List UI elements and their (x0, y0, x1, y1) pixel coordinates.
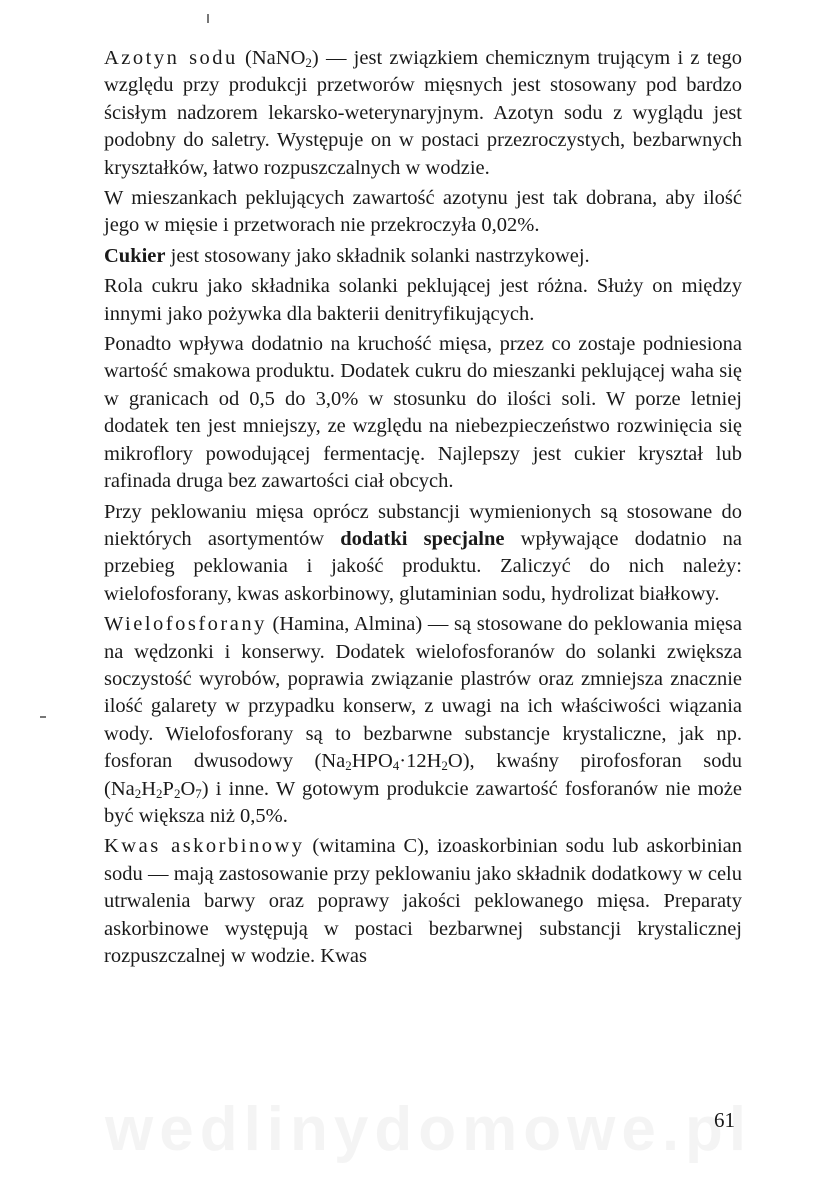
text-run: Przy peklowaniu mięsa oprócz substancji wymienionych są stosowane do niektórych asortymentów (104, 500, 742, 550)
paragraph (104, 243, 742, 270)
bold-term: dodatki specjalne (340, 527, 505, 550)
text-run: (NaNO (237, 47, 306, 69)
subscript: 2 (305, 55, 312, 70)
text-run: (witamina C), izoaskorbinian sodu lub askorbinian sodu — mają zastosowanie przy peklowaniu jako składnik dodatkowy w celu utrwalenia barwy oraz poprawy jakości peklowanego mięsa. Preparaty askorbinowe występują w postaci bezbarwnej substancji krystalicznej rozpuszczalnej w wodzie. Kwas (104, 835, 742, 967)
text-run: Rola cukru jako składnika solanki peklującej jest różna. Służy on między innymi jako pożywka dla bakterii denitryfikujących. (104, 275, 742, 325)
paragraph (104, 833, 742, 970)
spaced-term: Wielofosforany (104, 613, 267, 636)
bold-term: Cukier (104, 244, 166, 267)
text-run: (Hamina, Almina) — są stosowane do peklowania mięsa na wędzonki i konserwy. Dodatek wielofosforanów do solanki zwiększa soczystość wyrobów, poprawia związanie plastrów oraz zmniejsza znacznie ilość galarety w przypadku konserw, z uwagi na ich właściwości wiązania wody. Wielofosforany są to bezbarwne substancje krystaliczne, jak np. fosforan dwusodowy (Na (104, 613, 742, 773)
paragraph (104, 273, 742, 328)
spaced-term: Azotyn sodu (104, 47, 238, 69)
subscript: 2 (345, 758, 352, 774)
text-run: O (180, 777, 196, 800)
subscript: 7 (195, 785, 202, 801)
text-run: ) i inne. W gotowym produkcie zawartość fosforanów nie może być większa niż 0,5%. (104, 777, 742, 827)
text-run: P (162, 777, 174, 800)
text-run: HPO (351, 750, 393, 773)
subscript: 2 (156, 785, 163, 801)
text-run: O), kwaśny pirofosforan sodu (Na (104, 750, 742, 800)
text-run: H (141, 777, 157, 800)
text-run: ) — jest związkiem chemicznym trującym i z tego względu przy produkcji przetworów mięsnych jest stosowany pod bardzo ścisłym nadzorem lekarsko-weterynaryjnym. Azotyn sodu z wyglądu jest podobny do saletry. Występuje on w postaci przezroczystych, bezbarwnych kryształków, łatwo rozpuszczalnych w wodzie. (104, 47, 743, 179)
paragraph (104, 45, 742, 182)
subscript: 4 (392, 758, 400, 774)
scan-speck (207, 14, 209, 23)
page-number: 61 (714, 1108, 735, 1132)
text-run: Ponadto wpływa dodatnio na kruchość mięsa, przez co zostaje podniesiona wartość smakowa produktu. Dodatek cukru do mieszanki peklującej waha się w granicach od 0,5 do 3,0% w stosunku do ilości soli. W porze letniej dodatek ten jest mniejszy, ze względu na niebezpieczeństwo rozwinięcia się mikroflory powodującej fermentację. Najlepszy jest cukier kryształ lub rafinada druga bez zawartości ciał obcych. (104, 333, 742, 493)
subscript: 2 (173, 785, 181, 801)
subscript: 2 (441, 758, 448, 774)
paragraph (104, 611, 742, 830)
watermark (105, 1094, 705, 1165)
scan-speck (40, 716, 46, 718)
spaced-term: Kwas askorbinowy (104, 835, 305, 858)
text-run: jest stosowany jako składnik solanki nastrzykowej. (165, 244, 590, 267)
page-text (104, 45, 742, 970)
text-run: wpływające dodatnio na przebieg peklowania i jakość produktu. Zaliczyć do nich należy: wielofosforany, kwas askorbinowy, glutaminian sodu, hydrolizat białkowy. (104, 527, 742, 605)
paragraph (104, 331, 742, 495)
text-run: W mieszankach peklujących zawartość azotynu jest tak dobrana, aby ilość jego w mięsie i przetworach nie przekroczyła 0,02%. (104, 187, 742, 237)
text-run: ·12H (399, 750, 442, 773)
subscript: 2 (134, 785, 142, 801)
paragraph (104, 499, 742, 609)
paragraph (104, 185, 742, 240)
